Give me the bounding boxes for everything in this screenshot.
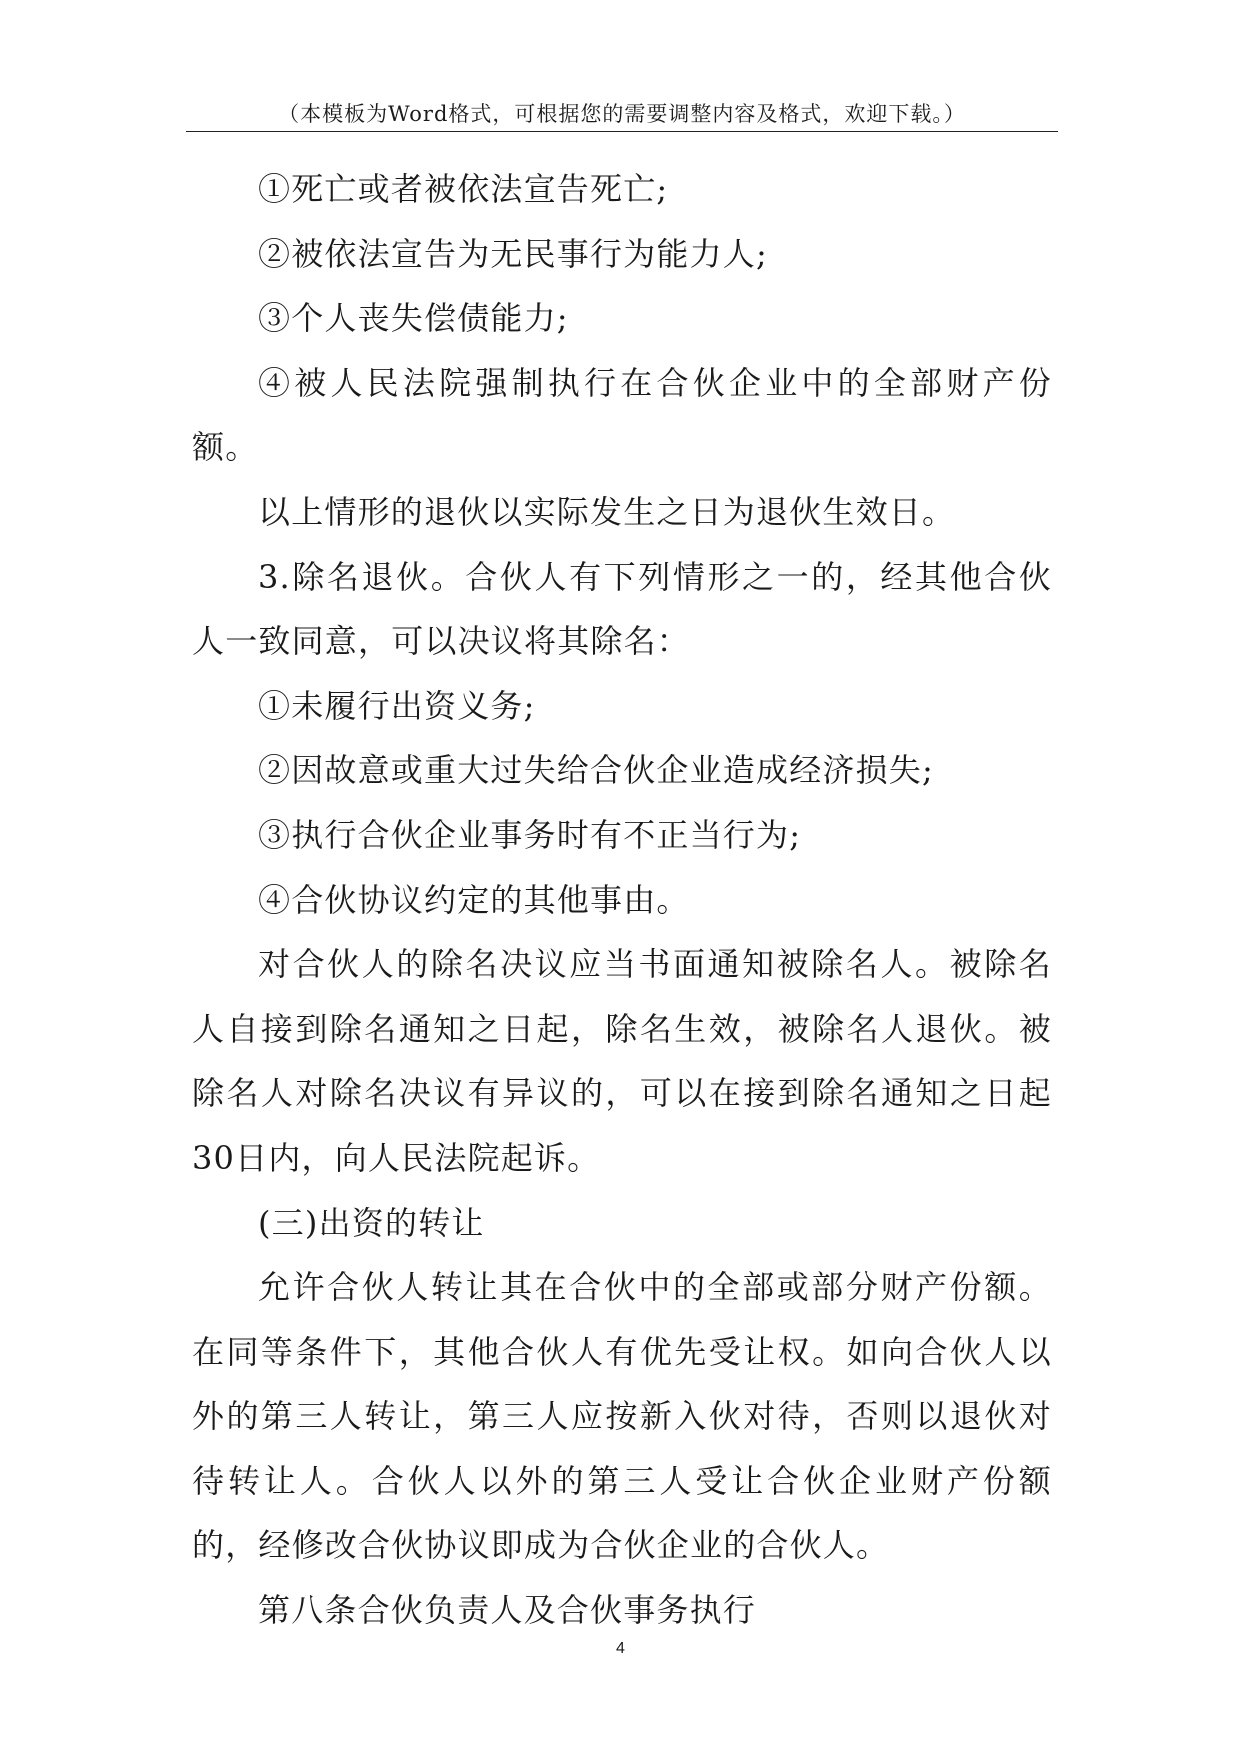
paragraph-expulsion-3: ③执行合伙企业事务时有不正当行为;: [258, 815, 802, 854]
article-heading-8: 第八条合伙负责人及合伙事务执行: [258, 1591, 757, 1630]
paragraph-expulsion-notice: 对合伙人的除名决议应当书面通知被除名人。被除名人自接到除名通知之日起，除名生效，被除名人退伙。被除名人对除名决议有异议的，可以在接到除名通知之日起30日内，向人民法院起诉。: [192, 945, 1052, 1177]
paragraph-clause-1: ①死亡或者被依法宣告死亡;: [258, 170, 669, 208]
paragraph-expulsion-intro: 3.除名退伙。合伙人有下列情形之一的，经其他合伙人一致同意，可以决议将其除名：: [192, 557, 1052, 661]
section-heading-transfer: (三)出资的转让: [258, 1203, 485, 1242]
page-number: 4: [616, 1640, 625, 1657]
page-header-note: （本模板为Word格式，可根据您的需要调整内容及格式，欢迎下载。）: [278, 102, 966, 126]
paragraph-expulsion-2: ②因故意或重大过失给合伙企业造成经济损失;: [258, 751, 934, 790]
paragraph-expulsion-1: ①未履行出资义务;: [258, 686, 536, 725]
paragraph-clause-4: ④被人民法院强制执行在合伙企业中的全部财产份额。: [192, 363, 1052, 467]
paragraph-effective-date: 以上情形的退伙以实际发生之日为退伙生效日。: [258, 492, 956, 531]
paragraph-clause-2: ②被依法宣告为无民事行为能力人;: [258, 234, 768, 273]
paragraph-transfer: 允许合伙人转让其在合伙中的全部或部分财产份额。在同等条件下，其他合伙人有优先受让权。如向合伙人以外的第三人转让，第三人应按新入伙对待，否则以退伙对待转让人。合伙人以外的第三人受让合伙企业财产份额的，经修改合伙协议即成为合伙企业的合伙人。: [192, 1268, 1052, 1565]
paragraph-clause-3: ③个人丧失偿债能力;: [258, 299, 569, 338]
header-divider: [186, 131, 1058, 132]
document-body: [192, 157, 1052, 1643]
paragraph-expulsion-4: ④合伙协议约定的其他事由。: [258, 880, 690, 919]
